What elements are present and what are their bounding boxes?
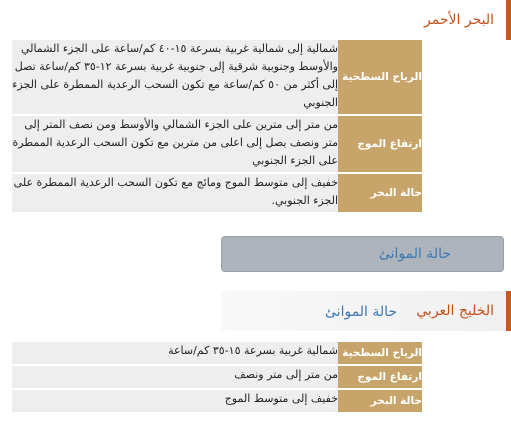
gulf-title: الخليج العربي bbox=[416, 303, 494, 319]
table-row bbox=[12, 174, 422, 212]
wave-height-label: ارتفاع الموج bbox=[338, 116, 422, 172]
table-row bbox=[12, 390, 422, 412]
table-row bbox=[12, 116, 422, 172]
wave-height-value: من متر إلى مترين على الجزء الشمالي والأوسط ومن نصف المتر إلى متر ونصف يصل إلى اعلى من مترين مع تكون السحب الرعدية الممطرة على الجزء الجنوبي bbox=[12, 116, 338, 172]
gulf-wave-height-value: من متر إلى متر ونصف bbox=[12, 366, 338, 388]
red-sea-table bbox=[12, 38, 422, 214]
sea-state-label: حالة البحر bbox=[338, 174, 422, 212]
surface-wind-label: الرياح السطحية bbox=[338, 40, 422, 114]
surface-wind-value: شمالية إلى شمالية غربية بسرعة ١٥-٤٠ كم/ساعة على الجزء الشمالي والأوسط وجنوبية شرقية إلى جنوبية غربية بسرعة ١٢-٣٥ كم/ساعة تصل إلى أكثر من ٥٠ كم/ساعة مع تكون السحب الرعدية الممطرة على الجزء الجنوبي bbox=[12, 40, 338, 114]
gulf-surface-wind-value: شمالية غربية بسرعة ١٥-٣٥ كم/ساعة bbox=[12, 342, 338, 364]
gulf-wave-height-label: ارتفاع الموج bbox=[338, 366, 422, 388]
gulf-table bbox=[12, 340, 422, 414]
red-sea-header bbox=[221, 0, 511, 40]
gulf-surface-wind-label: الرياح السطحية bbox=[338, 342, 422, 364]
gulf-sea-state-value: خفيف إلى متوسط الموج bbox=[12, 390, 338, 412]
gulf-sea-state-label: حالة البحر bbox=[338, 390, 422, 412]
table-row bbox=[12, 366, 422, 388]
gulf-header bbox=[221, 291, 511, 331]
ports-status-toggle[interactable] bbox=[221, 236, 504, 272]
table-row bbox=[12, 342, 422, 364]
gulf-ports-overlay-label[interactable]: حالة الموانئ bbox=[325, 304, 398, 320]
table-row bbox=[12, 40, 422, 114]
ports-status-label: حالة الموانئ bbox=[378, 246, 451, 262]
sea-state-value: خفيف إلى متوسط الموج ومائج مع تكون السحب الرعدية الممطرة على الجزء الجنوبي. bbox=[12, 174, 338, 212]
red-sea-title: البحر الأحمر bbox=[424, 12, 494, 28]
